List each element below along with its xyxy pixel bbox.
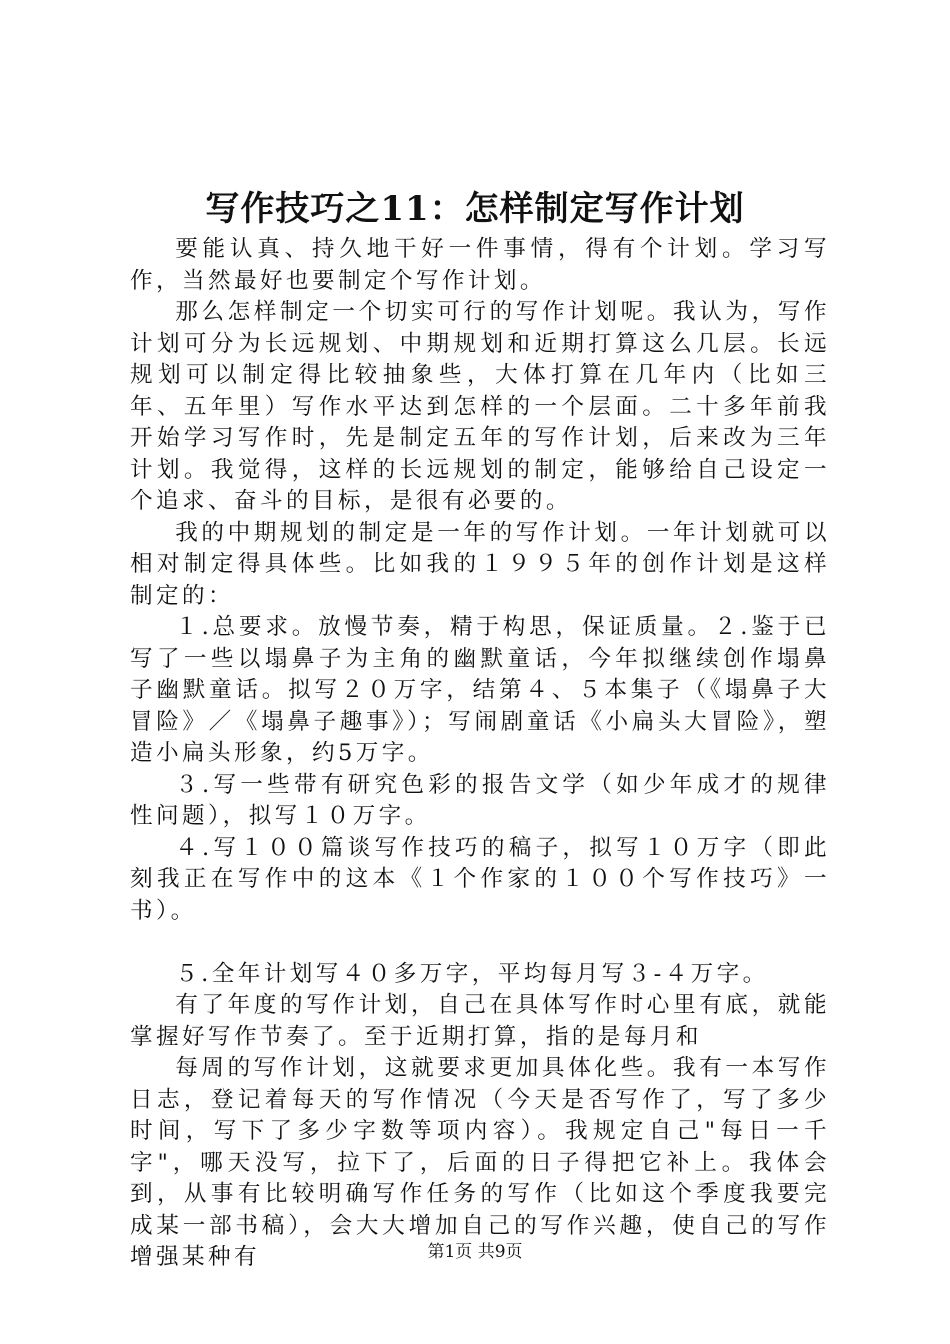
paragraph: 有了年度的写作计划，自己在具体写作时心里有底，就能掌握好写作节奏了。至于近期打算，指的是每月和 — [130, 992, 830, 1050]
page-footer: 第1页 共9页 — [427, 1242, 523, 1262]
paragraph: 每周的写作计划，这就要求更加具体化些。我有一本写作日志，登记着每天的写作情况（今天是否写作了，写了多少时间，写下了多少字数等项内容）。我规定自己"每日一千字"，哪天没写，拉下了，后面的日子得把它补上。我体会到，从事有比较明确写作任务的写作（比如这个季度我要完成某一部书稿），会大大增加自己的写作兴趣，使自己的写作增强某种有 — [130, 1055, 830, 1270]
paragraph: １.总要求。放慢节奏，精于构思，保证质量。２.鉴于已写了一些以塌鼻子为主角的幽默童话，今年拟继续创作塌鼻子幽默童话。拟写２０万字，结第４、５本集子（《塌鼻子大冒险》／《塌鼻子趣事》）；写闹剧童话《小扁头大冒险》，塑造小扁头形象，约5万字。 — [130, 614, 830, 766]
paragraph: ３.写一些带有研究色彩的报告文学（如少年成才的规律性问题），拟写１０万字。 — [130, 771, 830, 829]
document-body — [130, 234, 830, 1274]
paragraph: 那么怎样制定一个切实可行的写作计划呢。我认为，写作计划可分为长远规划、中期规划和近期打算这么几层。长远规划可以制定得比较抽象些，大体打算在几年内（比如三年、五年里）写作水平达到怎样的一个层面。二十多年前我开始学习写作时，先是制定五年的写作计划，后来改为三年计划。我觉得，这样的长远规划的制定，能够给自己设定一个追求、奋斗的目标，是很有必要的。 — [130, 299, 830, 514]
paragraph: ５.全年计划写４０多万字，平均每月写３-４万字。 — [175, 960, 769, 987]
document-title: 写作技巧之11：怎样制定写作计划 — [205, 189, 745, 229]
paragraph: 要能认真、持久地干好一件事情，得有个计划。学习写作，当然最好也要制定个写作计划。 — [130, 236, 830, 294]
paragraph: 我的中期规划的制定是一年的写作计划。一年计划就可以相对制定得具体些。比如我的１９９５年的创作计划是这样制定的： — [130, 519, 830, 609]
paragraph: ４.写１００篇谈写作技巧的稿子，拟写１０万字（即此刻我正在写作中的这本《１个作家的１００个写作技巧》一书）。 — [130, 834, 830, 924]
